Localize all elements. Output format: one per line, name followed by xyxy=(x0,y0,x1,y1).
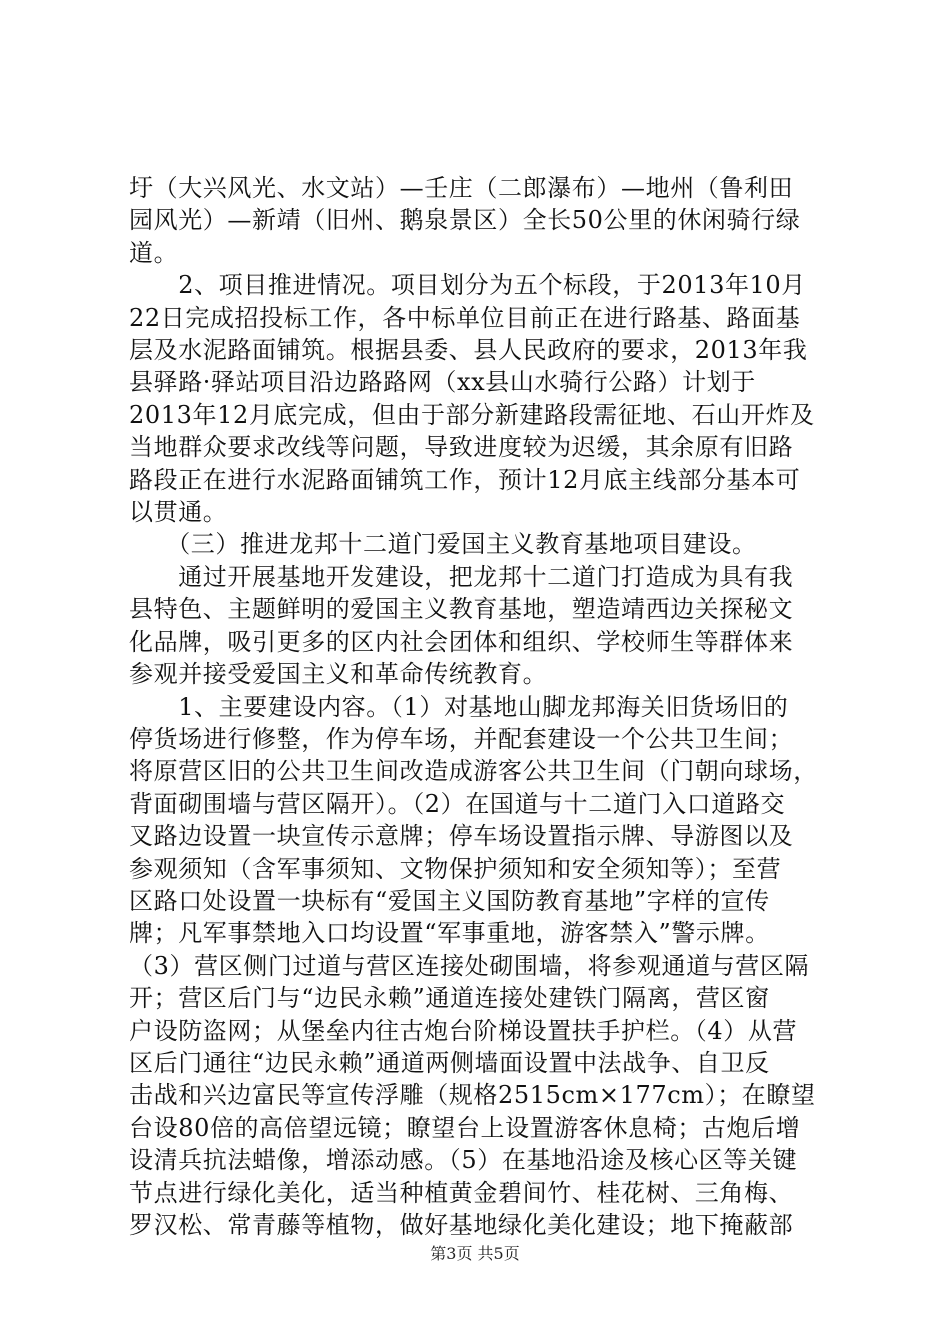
text-line: 设清兵抗法蜡像，增添动感。（5）在基地沿途及核心区等关键 xyxy=(129,1146,798,1175)
text-line: 击战和兴边富民等宣传浮雕（规格2515cm×177cm）；在瞭望 xyxy=(129,1081,816,1110)
text-line: 户设防盗网；从堡垒内往古炮台阶梯设置扶手护栏。（4）从营 xyxy=(129,1016,798,1045)
text-line: 2、项目推进情况。项目划分为五个标段，于2013年10月 xyxy=(129,271,806,300)
text-line: 参观并接受爱国主义和革命传统教育。 xyxy=(129,660,548,689)
text-line: 县特色、主题鲜明的爱国主义教育基地，塑造靖西边关探秘文 xyxy=(129,595,794,624)
text-line: 叉路边设置一块宣传示意牌；停车场设置指示牌、导游图以及 xyxy=(129,822,794,851)
text-line: 停货场进行修整，作为停车场，并配套建设一个公共卫生间； xyxy=(129,724,794,753)
text-line: 层及水泥路面铺筑。根据县委、县人民政府的要求，2013年我 xyxy=(129,336,808,365)
text-line: 通过开展基地开发建设，把龙邦十二道门打造成为具有我 xyxy=(129,562,794,591)
page-footer: 第3页 共5页 xyxy=(430,1244,520,1263)
text-line: 参观须知（含军事须知、文物保护须知和安全须知等）；至营 xyxy=(129,854,782,883)
body-text xyxy=(129,172,829,1241)
text-line: 台设80倍的高倍望远镜；瞭望台上设置游客休息椅；古炮后增 xyxy=(129,1113,801,1142)
text-line: 22日完成招投标工作，各中标单位目前正在进行路基、路面基 xyxy=(129,303,801,332)
text-line: （3）营区侧门过道与营区连接处砌围墙，将参观通道与营区隔 xyxy=(129,951,810,980)
text-line: 开；营区后门与“边民永赖”通道连接处建铁门隔离，营区窗 xyxy=(129,984,770,1013)
text-line: 背面砌围墙与营区隔开）。（2）在国道与十二道门入口道路交 xyxy=(129,789,786,818)
text-line: 节点进行绿化美化，适当种植黄金碧间竹、桂花树、三角梅、 xyxy=(129,1178,794,1207)
text-line: 区路口处设置一块标有“爱国主义国防教育基地”字样的宣传 xyxy=(129,886,770,915)
text-line: 1、主要建设内容。（1）对基地山脚龙邦海关旧货场旧的 xyxy=(129,692,789,721)
text-line: 2013年12月底完成，但由于部分新建路段需征地、石山开炸及 xyxy=(129,400,815,429)
text-line: 以贯通。 xyxy=(129,498,228,527)
text-line: 园风光）—新靖（旧州、鹅泉景区）全长50公里的休闲骑行绿 xyxy=(129,206,801,235)
text-line: 圩（大兴风光、水文站）—壬庄（二郎瀑布）—地州（鲁利田 xyxy=(129,174,794,202)
text-line: 罗汉松、常青藤等植物，做好基地绿化美化建设；地下掩蔽部 xyxy=(129,1211,794,1239)
text-line: （三）推进龙邦十二道门爱国主义教育基地项目建设。 xyxy=(129,530,757,559)
text-line: 当地群众要求改线等问题，导致进度较为迟缓，其余原有旧路 xyxy=(129,433,794,462)
text-line: 路段正在进行水泥路面铺筑工作，预计12月底主线部分基本可 xyxy=(129,465,801,494)
text-line: 牌；凡军事禁地入口均设置“军事重地，游客禁入”警示牌。 xyxy=(129,919,770,948)
text-line: 道。 xyxy=(129,238,179,267)
text-line: 化品牌，吸引更多的区内社会团体和组织、学校师生等群体来 xyxy=(129,627,794,656)
text-line: 县驿路·驿站项目沿边路路网（xx县山水骑行公路）计划于 xyxy=(129,368,756,397)
text-line: 区后门通往“边民永赖”通道两侧墙面设置中法战争、自卫反 xyxy=(129,1048,770,1077)
text-line: 将原营区旧的公共卫生间改造成游客公共卫生间（门朝向球场， xyxy=(129,757,818,786)
